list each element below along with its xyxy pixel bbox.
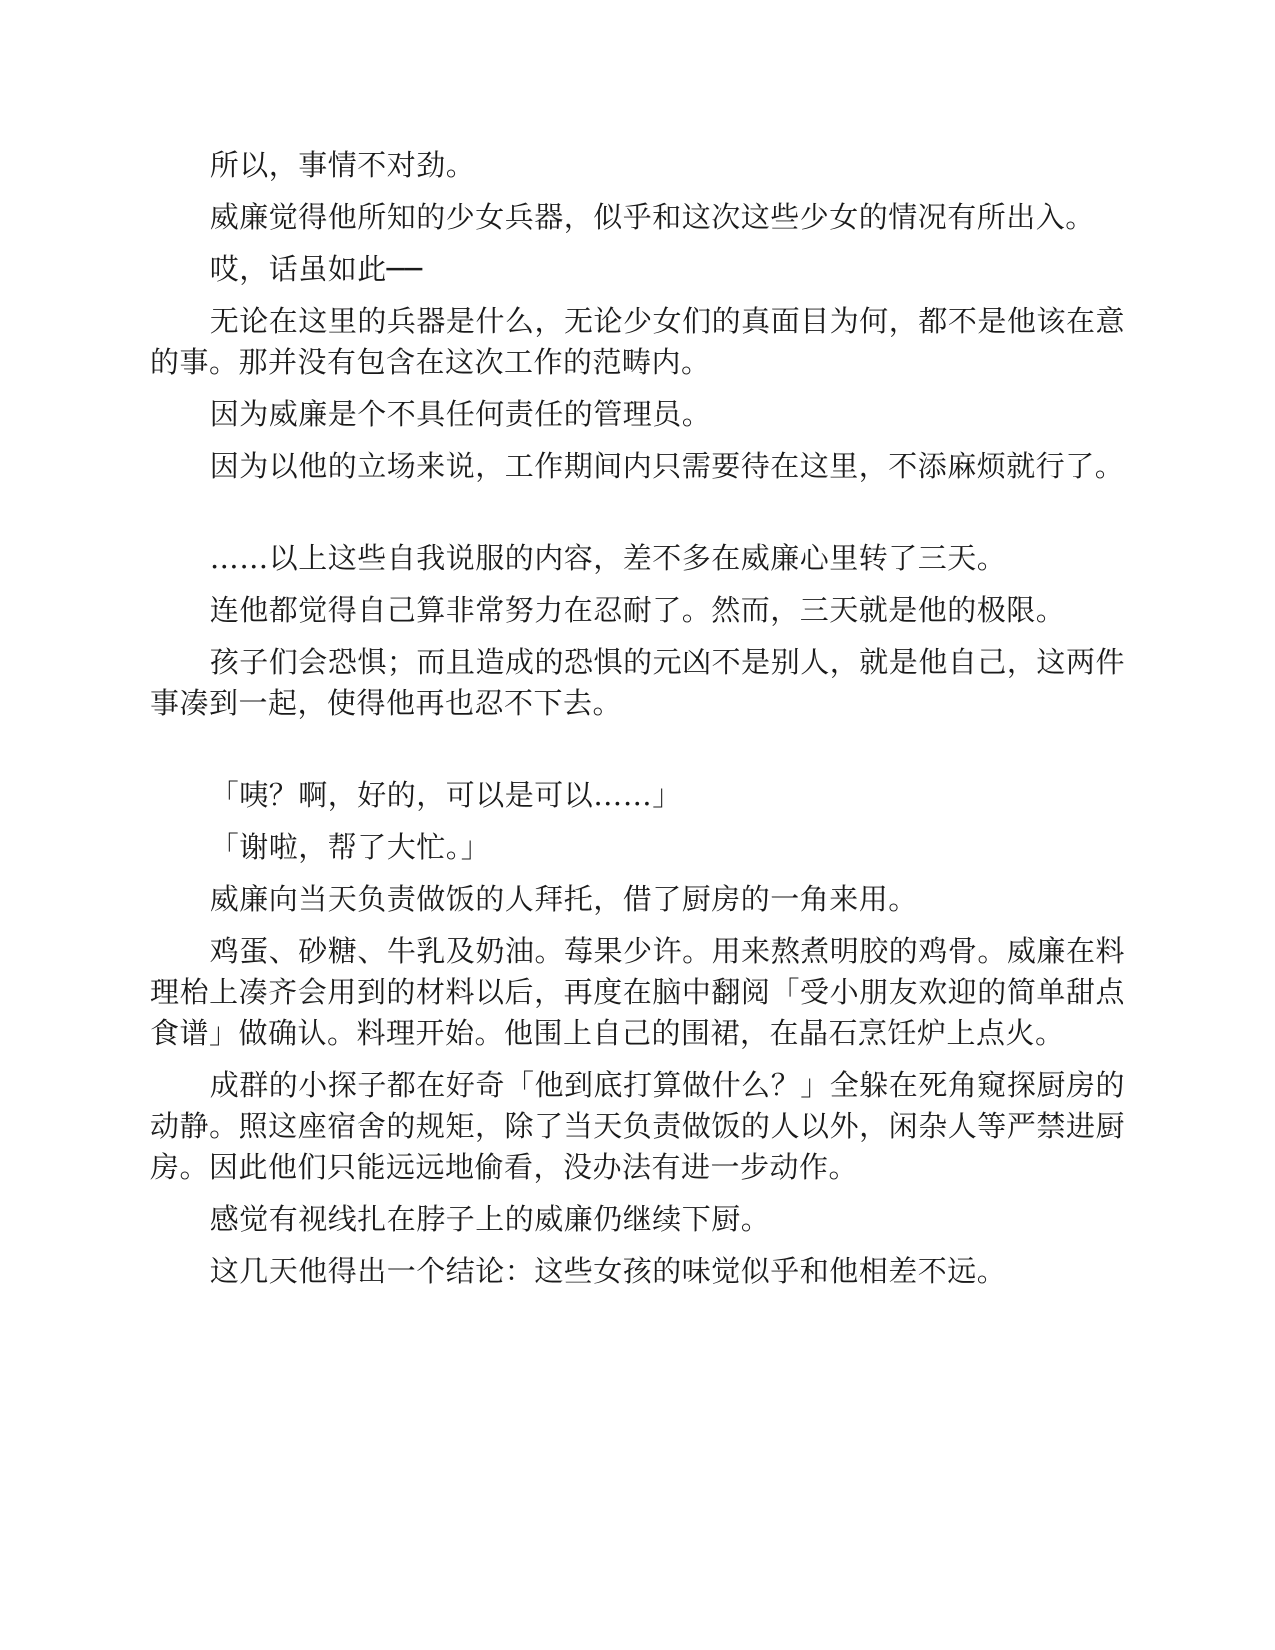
paragraph: 哎，话虽如此── bbox=[209, 252, 423, 286]
paragraph: 所以，事情不对劲。 bbox=[209, 148, 476, 182]
document-page bbox=[150, 145, 1125, 1303]
paragraph: 威廉觉得他所知的少女兵器，似乎和这次这些少女的情况有所出入。 bbox=[209, 200, 1095, 234]
paragraph: 这几天他得出一个结论：这些女孩的味觉似乎和他相差不远。 bbox=[209, 1254, 1007, 1288]
paragraph: 成群的小探子都在好奇「他到底打算做什么？」全躲在死角窥探厨房的动静。照这座宿舍的规矩，除了当天负责做饭的人以外，闲杂人等严禁进厨房。因此他们只能远远地偷看，没办法有进一步动作。 bbox=[150, 1068, 1125, 1184]
dialogue-line: 「咦？啊，好的，可以是可以……」 bbox=[209, 778, 682, 812]
paragraph: ……以上这些自我说服的内容，差不多在威廉心里转了三天。 bbox=[209, 541, 1007, 575]
paragraph: 因为以他的立场来说，工作期间内只需要待在这里，不添麻烦就行了。 bbox=[209, 449, 1125, 483]
paragraph: 鸡蛋、砂糖、牛乳及奶油。莓果少许。用来熬煮明胶的鸡骨。威廉在料理枱上凑齐会用到的材料以后，再度在脑中翻阅「受小朋友欢迎的简单甜点食谱」做确认。料理开始。他围上自己的围裙，在晶石烹饪炉上点火。 bbox=[150, 934, 1125, 1050]
paragraph: 感觉有视线扎在脖子上的威廉仍继续下厨。 bbox=[209, 1202, 771, 1236]
dialogue-line: 「谢啦，帮了大忙。」 bbox=[209, 830, 491, 864]
paragraph: 无论在这里的兵器是什么，无论少女们的真面目为何，都不是他该在意的事。那并没有包含在这次工作的范畴内。 bbox=[150, 304, 1125, 379]
paragraph: 因为威廉是个不具任何责任的管理员。 bbox=[209, 397, 712, 431]
paragraph: 威廉向当天负责做饭的人拜托，借了厨房的一角来用。 bbox=[209, 882, 918, 916]
section-break bbox=[150, 498, 1125, 538]
paragraph: 孩子们会恐惧；而且造成的恐惧的元凶不是别人，就是他自己，这两件事凑到一起，使得他再也忍不下去。 bbox=[150, 645, 1125, 720]
section-break bbox=[150, 735, 1125, 775]
paragraph: 连他都觉得自己算非常努力在忍耐了。然而，三天就是他的极限。 bbox=[209, 593, 1066, 627]
